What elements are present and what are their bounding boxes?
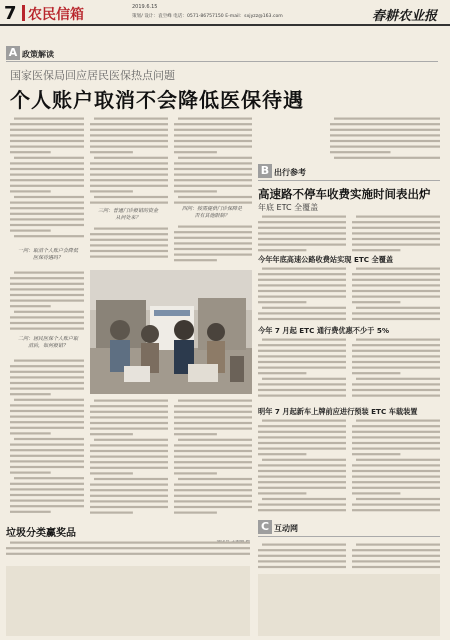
bottom-strip (6, 566, 250, 636)
section-b-tag: 出行参考 (274, 168, 306, 177)
article-b-text-block (352, 418, 440, 516)
page-number: 7 (4, 3, 17, 24)
article-a-text-block (90, 226, 168, 264)
article-c-text-block (352, 542, 440, 570)
news-photo (90, 270, 252, 394)
article-b-text-block (258, 418, 346, 516)
article-b-text-block (258, 266, 346, 324)
header-rule (0, 24, 450, 26)
article-a-pull-quote: 一问：取消个人账户会降低医保待遇吗？ (17, 248, 78, 261)
article-a-text-block (174, 224, 252, 264)
article-c-text-block (258, 542, 346, 570)
article-a-pull-quote: 二问：居民医保个人账户取消后，如何报销？ (17, 336, 78, 349)
article-a-text-block (90, 116, 168, 206)
header-divider (22, 5, 25, 21)
section-a-letter: A (6, 46, 20, 60)
article-b-text-block (352, 266, 440, 324)
editor-info: 策划/ 设计：袁空峰 电话：0571-86757150 E-mail：sxjyzz@163.com (132, 14, 283, 19)
article-a-pull-quote: 三问：普通门诊报销的资金从何处来？ (97, 208, 158, 221)
section-c-letter: C (258, 520, 272, 534)
article-a-pull-quote: 四问：按需提供门诊保障是否有其他限制？ (181, 206, 242, 219)
article-b-subhead: 明年 7 月起新车上牌前应进行预装 ETC 车载装置 (258, 407, 418, 416)
photo-caption-text (6, 540, 250, 560)
article-b-text-block (258, 214, 346, 254)
article-a-text-block (10, 358, 84, 516)
page-header (0, 0, 450, 24)
section-a-rule (6, 61, 438, 62)
article-b-text-block (258, 337, 346, 403)
article-b-subhead: 今年年底高速公路收费站实现 ETC 全覆盖 (258, 255, 394, 264)
article-a-text-block (90, 398, 168, 516)
section-a-tag: 政策解读 (22, 50, 54, 59)
bottom-strip (258, 574, 440, 636)
section-c-tag: 互动网 (274, 524, 298, 533)
article-b-title: 高速路不停车收费实施时间表出炉 (258, 187, 431, 201)
issue-date: 2019.6.15 (132, 4, 158, 10)
article-a-text-block (330, 116, 440, 162)
article-b-subtitle: 年底 ETC 全覆盖 (258, 203, 319, 212)
article-a-text-block (174, 398, 252, 516)
article-a-text-block (174, 116, 252, 206)
photo-caption-title: 垃圾分类赢奖品 (6, 528, 76, 539)
article-a-text-block (10, 270, 84, 332)
article-a-title: 个人账户取消不会降低医保待遇 (10, 88, 304, 112)
article-b-text-block (352, 337, 440, 403)
article-b-text-block (352, 214, 440, 254)
article-a-text-block (10, 116, 84, 244)
section-title: 农民信箱 (28, 7, 84, 23)
section-b-letter: B (258, 164, 272, 178)
article-b-subhead: 今年 7 月起 ETC 通行费优惠不少于 5% (258, 326, 390, 335)
paper-logo: 春耕农业报 (372, 9, 438, 24)
section-c-rule (258, 536, 440, 537)
section-b-rule (258, 180, 440, 181)
article-a-subtitle: 国家医保局回应居民医保热点问题 (10, 69, 175, 82)
